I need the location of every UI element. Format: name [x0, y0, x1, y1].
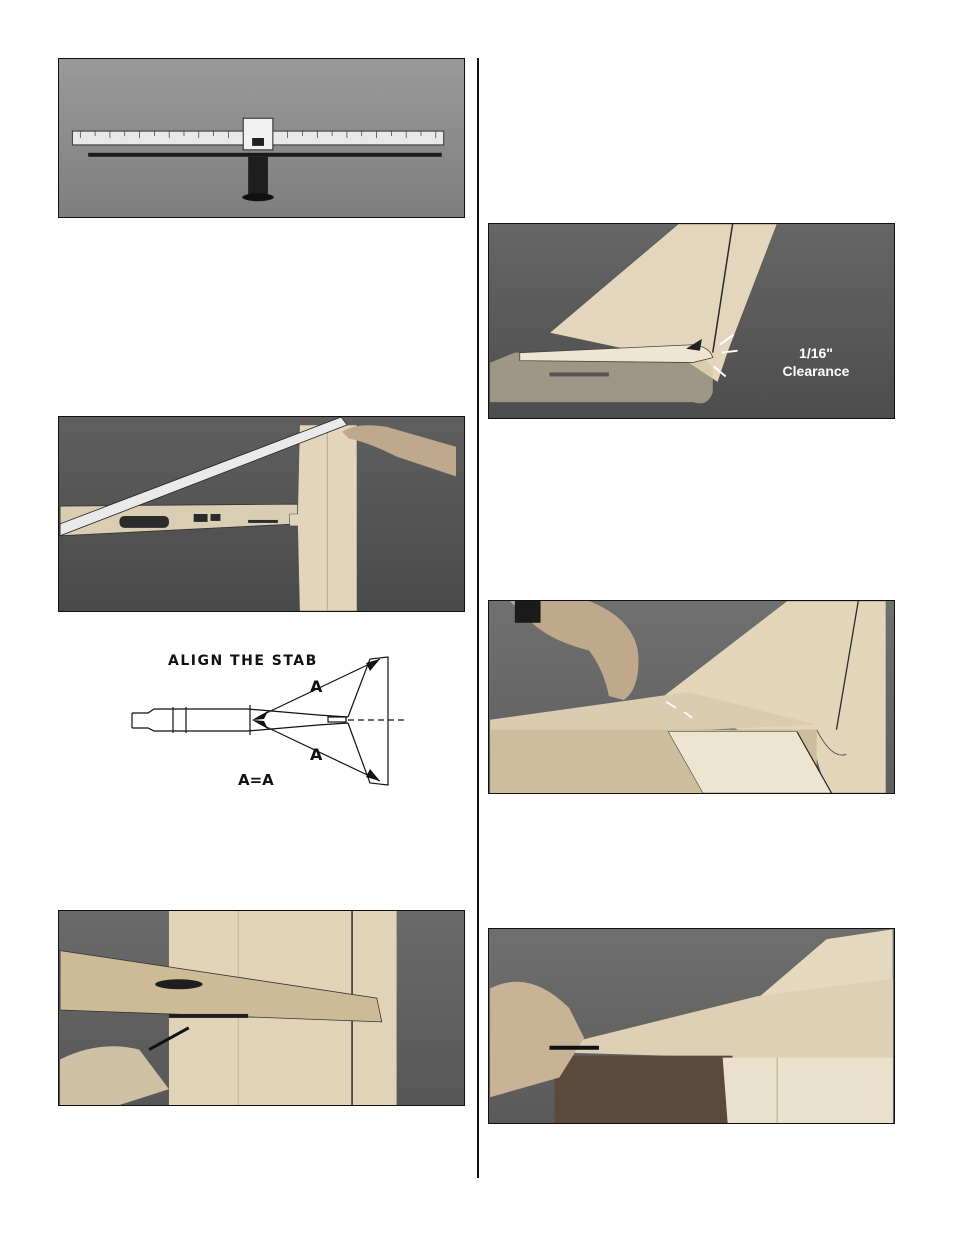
fin-hand-illustration [489, 601, 894, 793]
column-divider [477, 58, 479, 1178]
ruler-stand-illustration [59, 59, 464, 217]
photo-mark-stab [58, 910, 465, 1106]
clearance-word: Clearance [782, 363, 850, 379]
diagram-title: ALIGN THE STAB [168, 653, 318, 669]
diagram-label-a-bottom: A [310, 745, 323, 764]
fin-clearance-illustration [489, 224, 894, 418]
clearance-label [771, 344, 861, 380]
diagram-label-a-top: A [310, 677, 323, 696]
photo-ruler-stand [58, 58, 465, 218]
photo-mark-fin [488, 928, 895, 1124]
photo-stab-ruler [58, 416, 465, 612]
align-stab-diagram [118, 645, 408, 795]
photo-fin-clearance [488, 223, 895, 419]
mark-fin-illustration [489, 929, 894, 1123]
diagram-equation: A=A [238, 771, 274, 789]
stab-ruler-illustration [59, 417, 464, 611]
photo-fin-hand [488, 600, 895, 794]
clearance-measure: 1/16" [799, 345, 833, 361]
mark-stab-illustration [59, 911, 464, 1105]
